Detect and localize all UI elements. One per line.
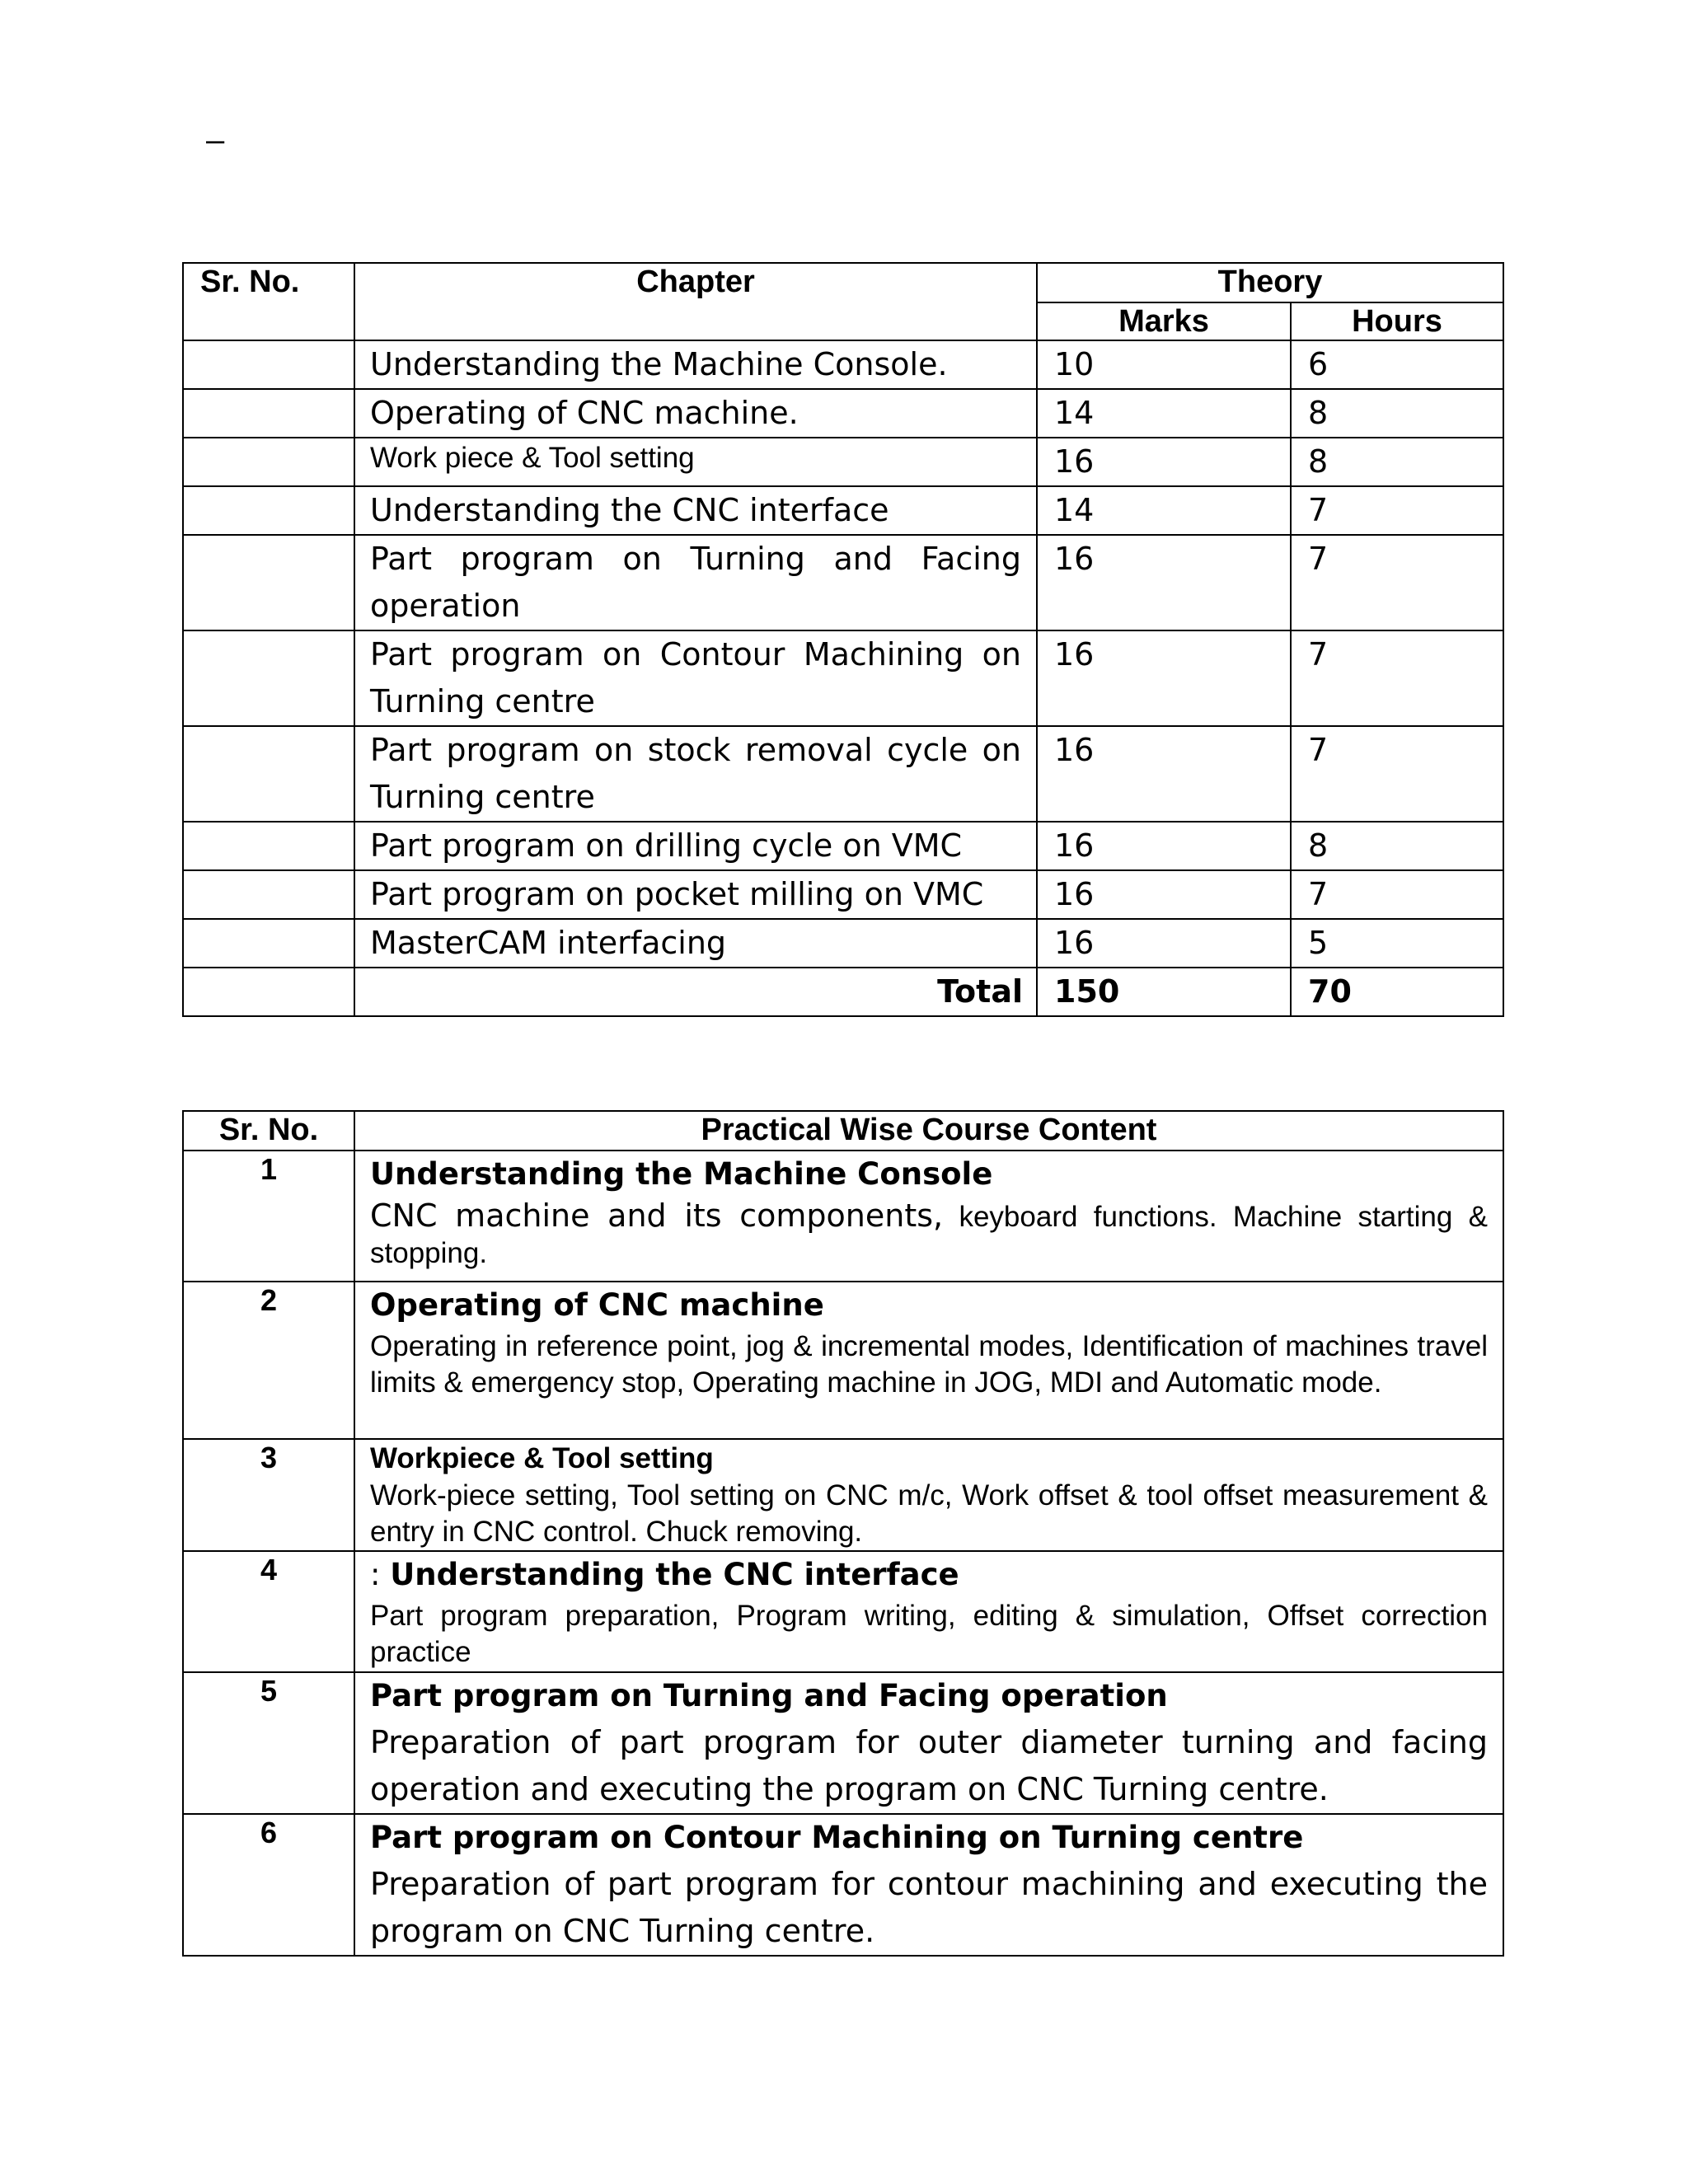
practical-description: Operating in reference point, jog & incremental modes, Identification of machines travel limits & emergency stop, Operating machine in JOG, MDI and Automatic mode. [370, 1330, 1488, 1399]
header-chapter: Chapter [354, 263, 1037, 340]
table-row [183, 1439, 1503, 1551]
chapter-cell: Part program on drilling cycle on VMC [354, 822, 1037, 870]
hours-cell: 7 [1291, 630, 1503, 726]
header-sr-no: Sr. No. [183, 1111, 354, 1151]
table-row [183, 870, 1503, 919]
marks-cell: 16 [1037, 870, 1291, 919]
hours-cell: 7 [1291, 535, 1503, 630]
chapter-cell: Work piece & Tool setting [354, 438, 1037, 486]
sr-cell [183, 630, 354, 726]
title-text: Understanding the CNC interface [390, 1557, 959, 1592]
table-row [183, 438, 1503, 486]
hours-cell: 8 [1291, 438, 1503, 486]
marks-cell: 16 [1037, 726, 1291, 822]
practical-title [370, 1552, 1488, 1598]
content-cell [354, 1439, 1503, 1551]
sr-cell [183, 486, 354, 535]
table-row [183, 486, 1503, 535]
description-lead: CNC machine and its components, [370, 1197, 944, 1234]
hours-cell: 7 [1291, 726, 1503, 822]
practical-header-row [183, 1111, 1503, 1151]
sr-cell: 6 [183, 1814, 354, 1956]
chapter-cell: Operating of CNC machine. [354, 389, 1037, 438]
marks-cell: 16 [1037, 535, 1291, 630]
sr-cell [183, 968, 354, 1016]
header-practical-content: Practical Wise Course Content [354, 1111, 1503, 1151]
title-prefix: : [370, 1557, 391, 1592]
content-cell [354, 1672, 1503, 1814]
table-row [183, 1151, 1503, 1282]
practical-title: Understanding the Machine Console [370, 1156, 993, 1192]
table-row [183, 726, 1503, 822]
practical-title: Operating of CNC machine [370, 1287, 824, 1323]
sr-cell [183, 919, 354, 968]
theory-header-row [183, 263, 1503, 302]
content-cell [354, 1151, 1503, 1282]
hours-cell: 6 [1291, 340, 1503, 389]
sr-cell [183, 870, 354, 919]
total-hours: 70 [1291, 968, 1503, 1016]
chapter-cell: Part program on Contour Machining on Turning centre [354, 630, 1037, 726]
sr-cell [183, 535, 354, 630]
chapter-cell: Part program on Turning and Facing operation [354, 535, 1037, 630]
header-hours: Hours [1291, 302, 1503, 340]
sr-cell: 4 [183, 1551, 354, 1672]
practical-title: Part program on Contour Machining on Turning centre [370, 1820, 1304, 1855]
header-sr-no: Sr. No. [183, 263, 354, 340]
table-row [183, 1814, 1503, 1956]
chapter-cell: Part program on pocket milling on VMC [354, 870, 1037, 919]
marks-cell: 16 [1037, 919, 1291, 968]
sr-cell: 1 [183, 1151, 354, 1282]
marks-cell: 14 [1037, 389, 1291, 438]
sr-cell [183, 822, 354, 870]
description-rest: keyboard functions. Machine starting & stopping. [370, 1201, 1488, 1269]
hours-cell: 8 [1291, 389, 1503, 438]
chapter-cell: Part program on stock removal cycle on Turning centre [354, 726, 1037, 822]
header-theory: Theory [1037, 263, 1503, 302]
marks-cell: 16 [1037, 630, 1291, 726]
table-row [183, 630, 1503, 726]
practical-table [182, 1110, 1504, 1957]
sr-cell: 2 [183, 1282, 354, 1439]
sr-cell: 3 [183, 1439, 354, 1551]
practical-description: Preparation of part program for contour machining and executing the program on CNC Turning centre. [370, 1866, 1488, 1949]
chapter-cell: Understanding the Machine Console. [354, 340, 1037, 389]
marks-cell: 10 [1037, 340, 1291, 389]
content-cell [354, 1282, 1503, 1439]
table-row [183, 1551, 1503, 1672]
table-row [183, 340, 1503, 389]
chapter-cell: Understanding the CNC interface [354, 486, 1037, 535]
table-row [183, 389, 1503, 438]
practical-title: Workpiece & Tool setting [370, 1442, 714, 1474]
sr-cell [183, 726, 354, 822]
marks-cell: 16 [1037, 822, 1291, 870]
practical-description: Preparation of part program for outer diameter turning and facing operation and executing the program on CNC Turning centre. [370, 1724, 1488, 1807]
sr-cell [183, 438, 354, 486]
hours-cell: 5 [1291, 919, 1503, 968]
total-row [183, 968, 1503, 1016]
table-row [183, 1282, 1503, 1439]
content-cell [354, 1814, 1503, 1956]
practical-description: Part program preparation, Program writing, editing & simulation, Offset correction practice [370, 1600, 1488, 1668]
header-marks: Marks [1037, 302, 1291, 340]
sr-cell [183, 389, 354, 438]
total-label: Total [354, 968, 1037, 1016]
table-row [183, 535, 1503, 630]
sr-cell [183, 340, 354, 389]
hours-cell: 8 [1291, 822, 1503, 870]
hours-cell: 7 [1291, 486, 1503, 535]
marks-cell: 14 [1037, 486, 1291, 535]
table-row [183, 919, 1503, 968]
total-marks: 150 [1037, 968, 1291, 1016]
practical-description: Work-piece setting, Tool setting on CNC m/c, Work offset & tool offset measurement & entry in CNC control. Chuck removing. [370, 1479, 1488, 1548]
sr-cell: 5 [183, 1672, 354, 1814]
hours-cell: 7 [1291, 870, 1503, 919]
theory-table [182, 262, 1504, 1017]
page-dash-mark: – [206, 122, 225, 158]
chapter-cell: MasterCAM interfacing [354, 919, 1037, 968]
practical-title: Part program on Turning and Facing operation [370, 1678, 1168, 1713]
marks-cell: 16 [1037, 438, 1291, 486]
practical-description [370, 1197, 1488, 1272]
content-cell [354, 1551, 1503, 1672]
table-row [183, 822, 1503, 870]
table-row [183, 1672, 1503, 1814]
